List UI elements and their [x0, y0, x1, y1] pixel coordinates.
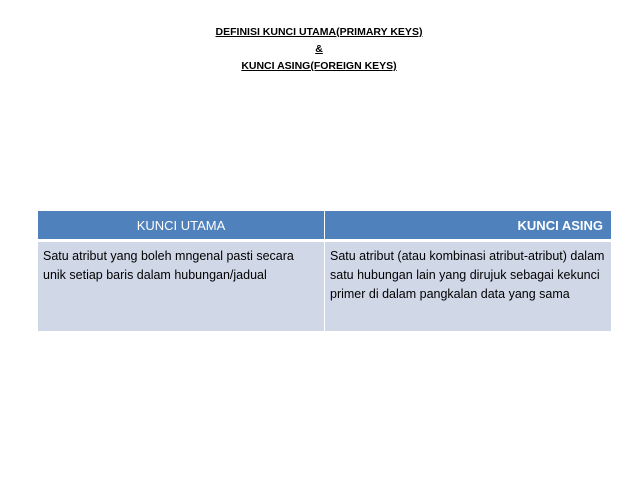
comparison-table-container — [37, 210, 611, 332]
table-row — [38, 241, 612, 332]
comparison-table — [37, 210, 612, 332]
title-line-2: & — [315, 43, 323, 55]
definition-kunci-utama: Satu atribut yang boleh mngenal pasti secara unik setiap baris dalam hubungan/jadual — [38, 241, 325, 332]
definition-kunci-asing: Satu atribut (atau kombinasi atribut-atribut) dalam satu hubungan lain yang dirujuk sebagai kekunci primer di dalam pangkalan data yang sama — [325, 241, 612, 332]
title-line-3: KUNCI ASING(FOREIGN KEYS) — [241, 60, 397, 72]
header-kunci-utama: KUNCI UTAMA — [38, 211, 325, 241]
title-line-1: DEFINISI KUNCI UTAMA(PRIMARY KEYS) — [215, 26, 423, 38]
slide-title — [0, 24, 638, 75]
table-header-row — [38, 211, 612, 241]
header-kunci-asing: KUNCI ASING — [325, 211, 612, 241]
